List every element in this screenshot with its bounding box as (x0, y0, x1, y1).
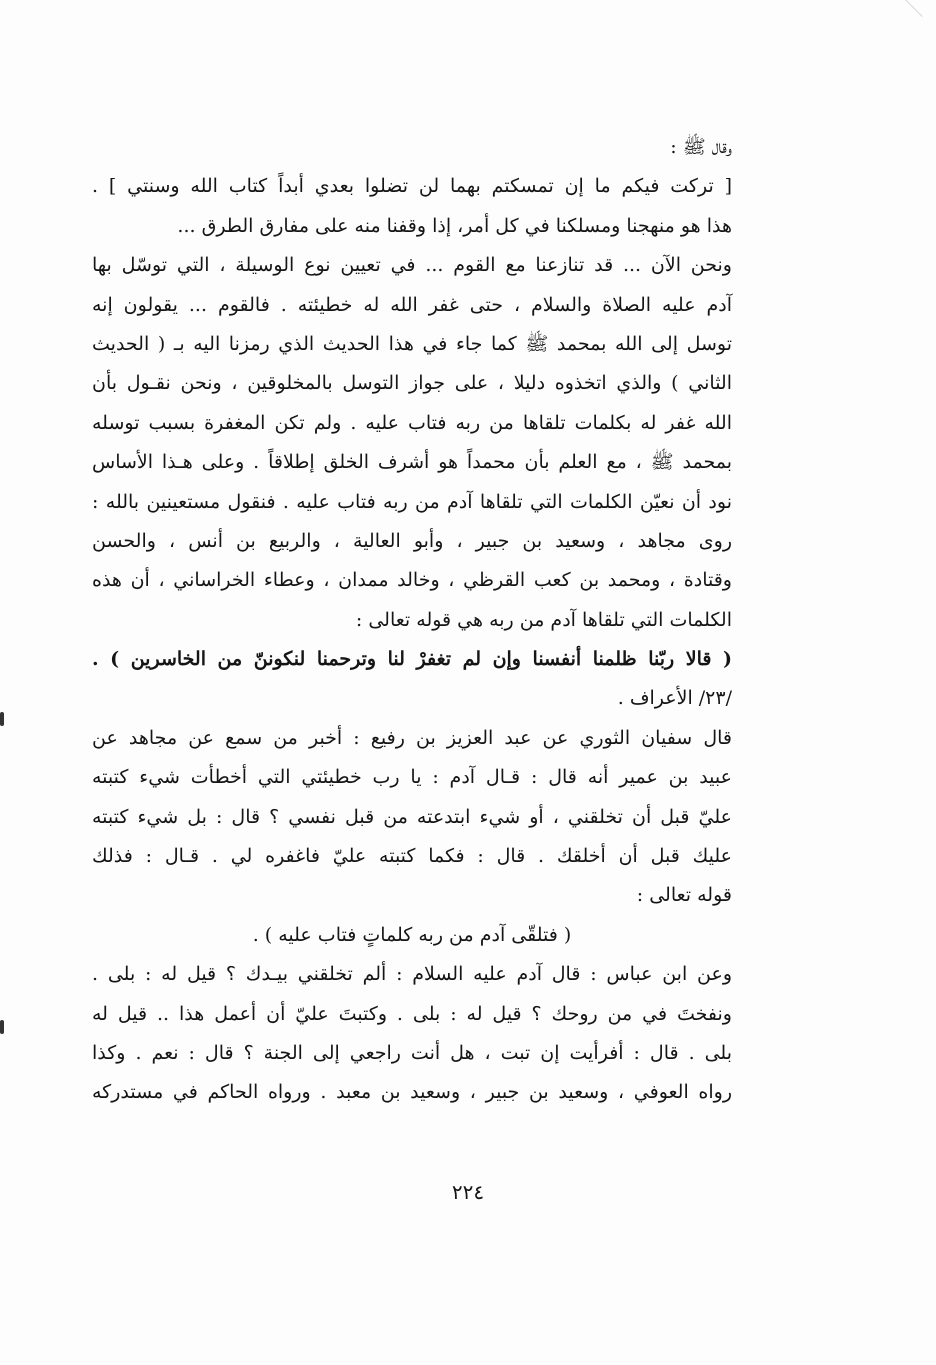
text-line: عبيد بن عمير أنه قال : قـال آدم : يا رب خطيئتي التي أخطأت شيء كتبته (92, 766, 732, 789)
text-line: الله غفر له بكلمات تلقاها من ربه فتاب عليه . ولم تكن المغفرة بسبب توسله (92, 411, 732, 434)
text-line: [ تركت فيكم ما إن تمسكتم بهما لن تضلوا بعدي أبداً كتاب الله وسنتي ] . (92, 175, 732, 198)
text-line: روى مجاهد ، وسعيد بن جبير ، وأبو العالية ، والربيع بن أنس ، والحسن (92, 529, 732, 552)
text-line: عليّ قبل أن تخلقني ، أو شيء ابتدعته من قبل نفسي ؟ قال : بل شيء كتبته (92, 805, 732, 828)
text-line: ( قالا ربّنا ظلمنا أنفسنا وإن لم تغفرْ لنا وترحمنا لنكوننّ من الخاسرين ) . (92, 648, 732, 671)
scan-edge-mark (0, 1020, 4, 1034)
text-line: رواه العوفي ، وسعيد بن جبير ، وسعيد بن معبد . ورواه الحاكم في مستدركه (92, 1081, 732, 1104)
text-line: توسل إلى الله بمحمد ﷺ كما جاء في هذا الحديث الذي رمزنا اليه بـ ( الحديث (92, 332, 732, 355)
scan-corner-mark (905, 0, 936, 17)
body-text (92, 128, 732, 1113)
scan-edge-mark (0, 712, 4, 726)
text-line: عليك قبل أن أخلقك . قال : فكما كتبته عليّ فاغفره لي . قـال : فذلك (92, 845, 732, 868)
text-line: وقال ﷺ : (670, 136, 732, 158)
text-line: وعن ابن عباس : قال آدم عليه السلام : ألم تخلقني بيـدك ؟ قيل له : بلى . (92, 963, 732, 986)
text-line: /٢٣/ الأعراف . (617, 687, 732, 710)
text-line: ( فتلقّى آدم من ربه كلماتٍ فتاب عليه ) . (252, 923, 572, 946)
text-line: الكلمات التي تلقاها آدم من ربه هي قوله تعالى : (355, 608, 732, 631)
text-line: قال سفيان الثوري عن عبد العزيز بن رفيع : أخبر من سمع عن مجاهد عن (92, 726, 732, 749)
text-line: بلى . قال : أفرأيت إن تبت ، هل أنت راجعي إلى الجنة ؟ قال : نعم . وكذا (92, 1041, 732, 1064)
text-line: نود أن نعيّن الكلمات التي تلقاها آدم من ربه فتاب عليه . فنقول مستعينين بالله : (92, 490, 732, 513)
text-line: وقتادة ، ومحمد بن كعب القرظي ، وخالد ممدان ، وعطاء الخراساني ، أن هذه (92, 569, 732, 592)
text-line: ونحن الآن ... قد تنازعنا مع القوم ... في تعيين نوع الوسيلة ، التي توسّل بها (92, 254, 732, 277)
text-line: قوله تعالى : (636, 884, 732, 907)
text-line: ونفختَ في من روحك ؟ قيل له : بلى . وكتبتَ عليّ أن أعمل هذا .. قيل له (92, 1002, 732, 1025)
text-line: الثاني ) والذي اتخذوه دليلا ، على جواز التوسل بالمخلوقين ، ونحن نقـول بأن (92, 372, 732, 395)
page-number: ٢٢٤ (451, 1180, 485, 1204)
text-line: هذا هو منهجنا ومسلكنا في كل أمر، إذا وقفنا منه على مفارق الطرق ... (177, 214, 732, 237)
text-line: آدم عليه الصلاة والسلام ، حتى غفر الله له خطيئته . فالقوم ... يقولون إنه (92, 293, 733, 316)
text-line: بمحمد ﷺ ، مع العلم بأن محمداً هو أشرف الخلق إطلاقاً . وعلى هـذا الأساس (92, 451, 732, 474)
